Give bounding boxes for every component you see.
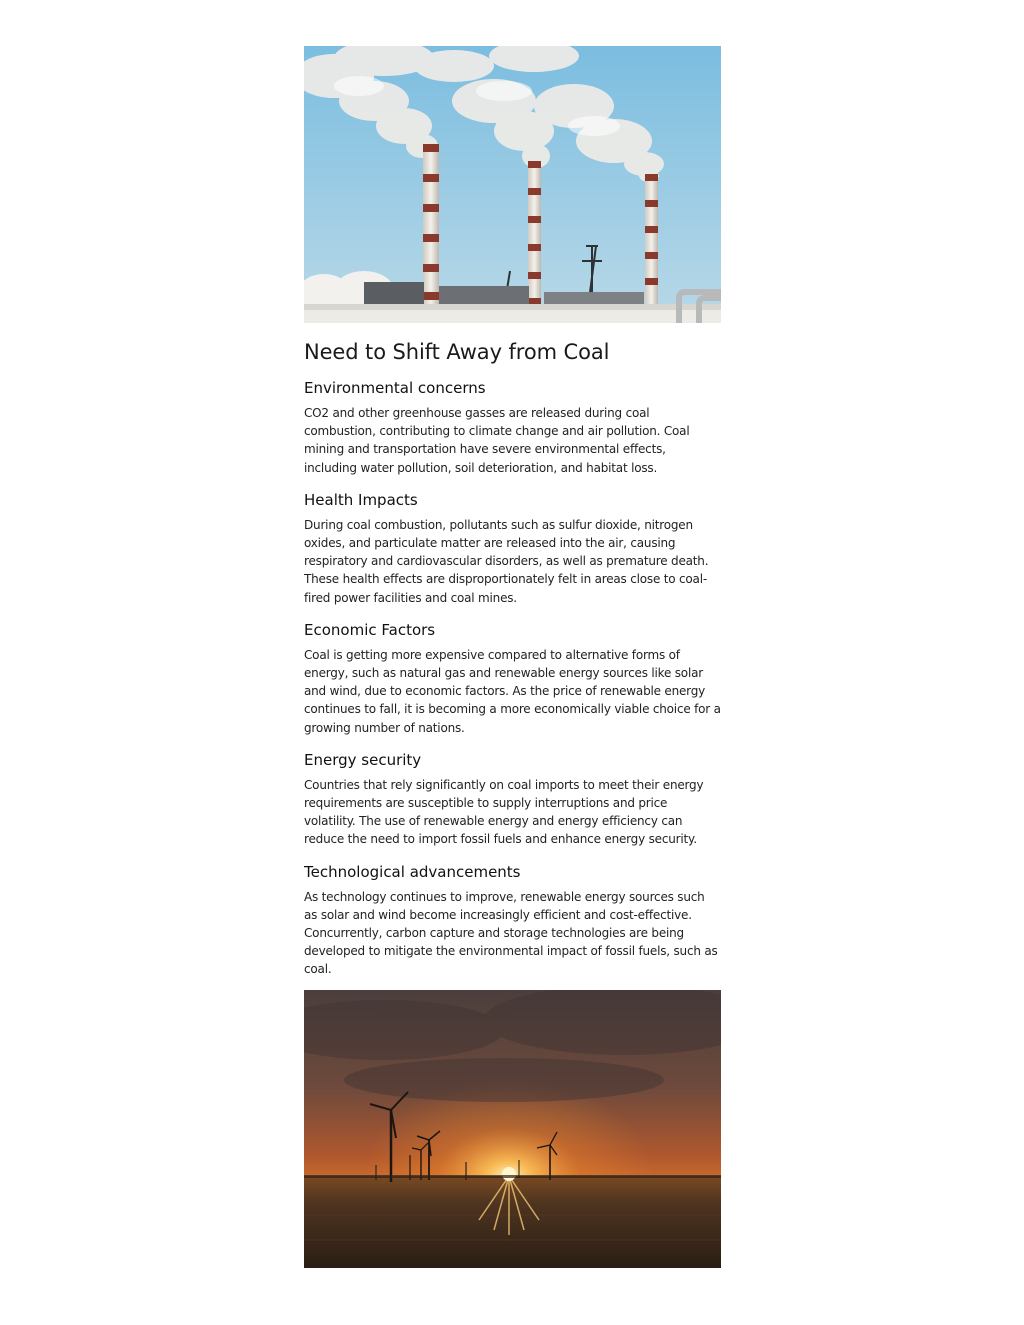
section-text-environmental-concerns: CO2 and other greenhouse gasses are released during coal combustion, contributing to climate change and air pollution. Coal mining and transportation have severe environmental effects, including water pollution, soil deterioration, and habitat loss. — [304, 406, 690, 475]
section-heading-economic-factors: Economic Factors — [304, 620, 436, 639]
page-title: Need to Shift Away from Coal — [304, 340, 610, 364]
section-heading-environmental-concerns: Environmental concerns — [304, 379, 486, 397]
section-heading-technological-advancements: Technological advancements — [304, 862, 521, 881]
wind-turbines-photo — [304, 990, 721, 1268]
section-text-health-impacts: During coal combustion, pollutants such as sulfur dioxide, nitrogen oxides, and particulate matter are released into the air, causing respiratory and cardiovascular disorders, as well as premature death. These health effects are disproportionately felt in areas close to coal-fired power facilities and coal mines. — [304, 517, 709, 605]
section-heading-energy-security: Energy security — [304, 750, 422, 769]
power-plant-photo — [304, 46, 721, 323]
article-column — [304, 46, 721, 1268]
section-heading-health-impacts: Health Impacts — [304, 490, 418, 509]
section-text-economic-factors: Coal is getting more expensive compared to alternative forms of energy, such as natural gas and renewable energy sources like solar and wind, due to economic factors. As the price of renewable energy continues to fall, it is becoming a more economically viable choice for a growing number of nations. — [304, 647, 721, 735]
section-text-energy-security: Countries that rely significantly on coal imports to meet their energy requirements are susceptible to supply interruptions and price volatility. The use of renewable energy and energy efficiency can reduce the need to import fossil fuels and enhance energy security. — [304, 777, 704, 847]
section-text-technological-advancements: As technology continues to improve, renewable energy sources such as solar and wind become increasingly efficient and cost-effective. Concurrently, carbon capture and storage technologies are being developed to mitigate the environmental impact of fossil fuels, such as coal. — [304, 889, 718, 977]
